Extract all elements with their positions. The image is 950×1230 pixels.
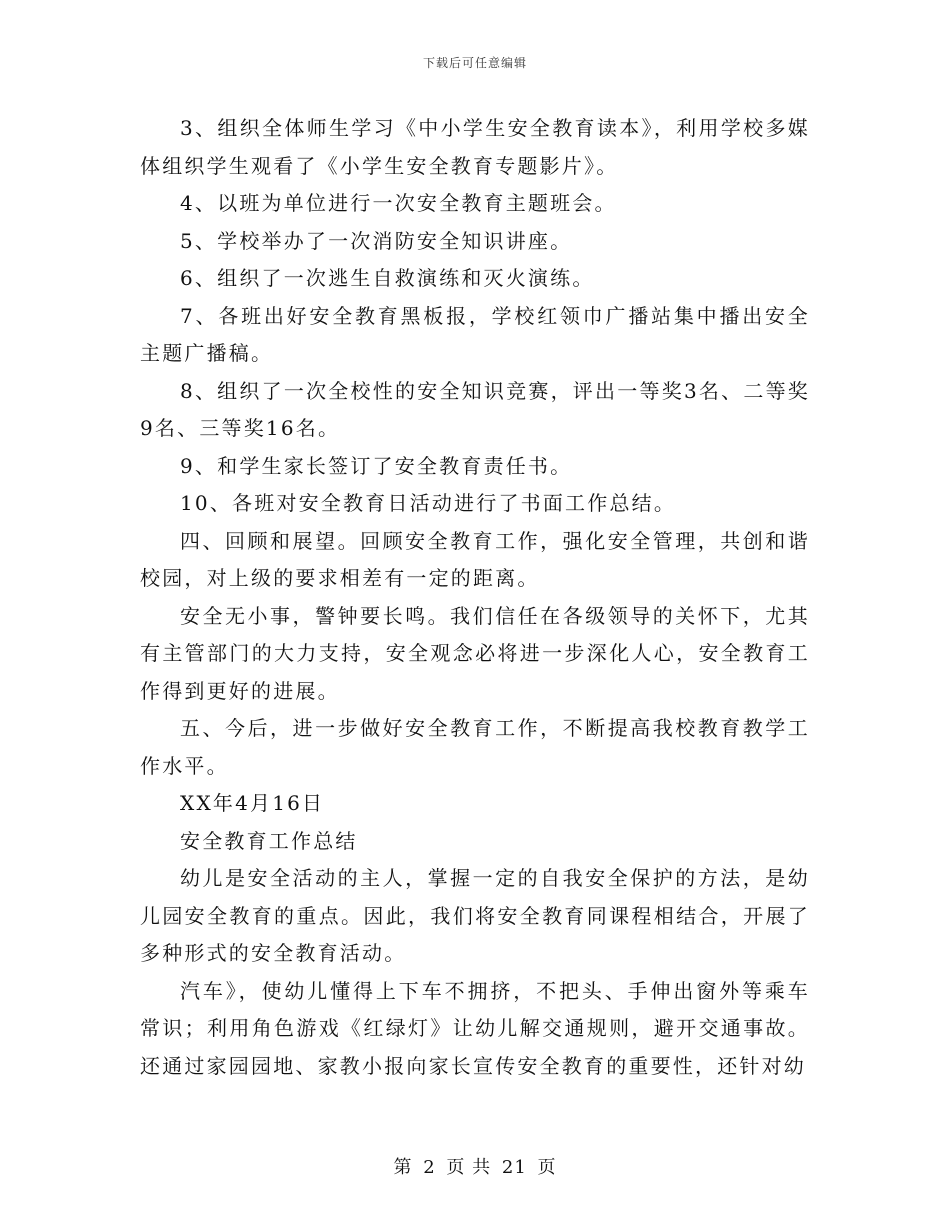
paragraph-kindergarten-intro: 幼儿是安全活动的主人，掌握一定的自我安全保护的方法，是幼儿园安全教育的重点。因此，我们将安全教育同课程相结合，开展了多种形式的安全教育活动。 [140, 866, 810, 965]
section-title: 安全教育工作总结 [180, 828, 358, 853]
page-footer [0, 1153, 950, 1179]
paragraph-item-9: 9、和学生家长签订了安全教育责任书。 [180, 453, 573, 478]
paragraph-item-10: 10、各班对安全教育日活动进行了书面工作总结。 [180, 491, 677, 515]
paragraph-safety-motto: 安全无小事，警钟要长鸣。我们信任在各级领导的关怀下，尤其有主管部门的大力支持，安全观念必将进一步深化人心，安全教育工作得到更好的进展。 [140, 603, 810, 703]
footer-suffix: 页 [537, 1157, 557, 1178]
paragraph-item-3: 3、组织全体师生学习《中小学生安全教育读本》，利用学校多媒体组织学生观看了《小学生安全教育专题影片》。 [140, 116, 810, 178]
footer-middle: 页 共 [446, 1157, 492, 1178]
footer-prefix: 第 [393, 1157, 413, 1178]
total-page-count: 21 [501, 1157, 527, 1178]
current-page-number: 2 [423, 1157, 436, 1178]
paragraph-item-7: 7、各班出好安全教育黑板报，学校红领巾广播站集中播出安全主题广播稿。 [140, 303, 810, 365]
paragraph-review: 四、回顾和展望。回顾安全教育工作，强化安全管理，共创和谐校园，对上级的要求相差有一定的距离。 [140, 528, 810, 590]
paragraph-item-5: 5、学校举办了一次消防安全知识讲座。 [180, 228, 573, 253]
paragraph-item-4: 4、以班为单位进行一次安全教育主题班会。 [180, 191, 617, 215]
paragraph-date: XX年4月16日 [180, 791, 325, 815]
document-body [140, 110, 810, 1085]
paragraph-item-6: 6、组织了一次逃生自救演练和灭火演练。 [180, 266, 595, 290]
paragraph-item-8: 8、组织了一次全校性的安全知识竞赛，评出一等奖3名、二等奖9名、三等奖16名。 [140, 378, 810, 440]
paragraph-traffic-safety: 汽车》，使幼儿懂得上下车不拥挤，不把头、手伸出窗外等乘车常识；利用角色游戏《红绿灯》让幼儿解交通规则，避开交通事故。还通过家园园地、家教小报向家长宣传安全教育的重要性，还针对幼 [140, 978, 810, 1078]
page-header-note: 下载后可任意编辑 [422, 56, 527, 70]
paragraph-future: 五、今后，进一步做好安全教育工作，不断提高我校教育教学工作水平。 [140, 716, 810, 778]
